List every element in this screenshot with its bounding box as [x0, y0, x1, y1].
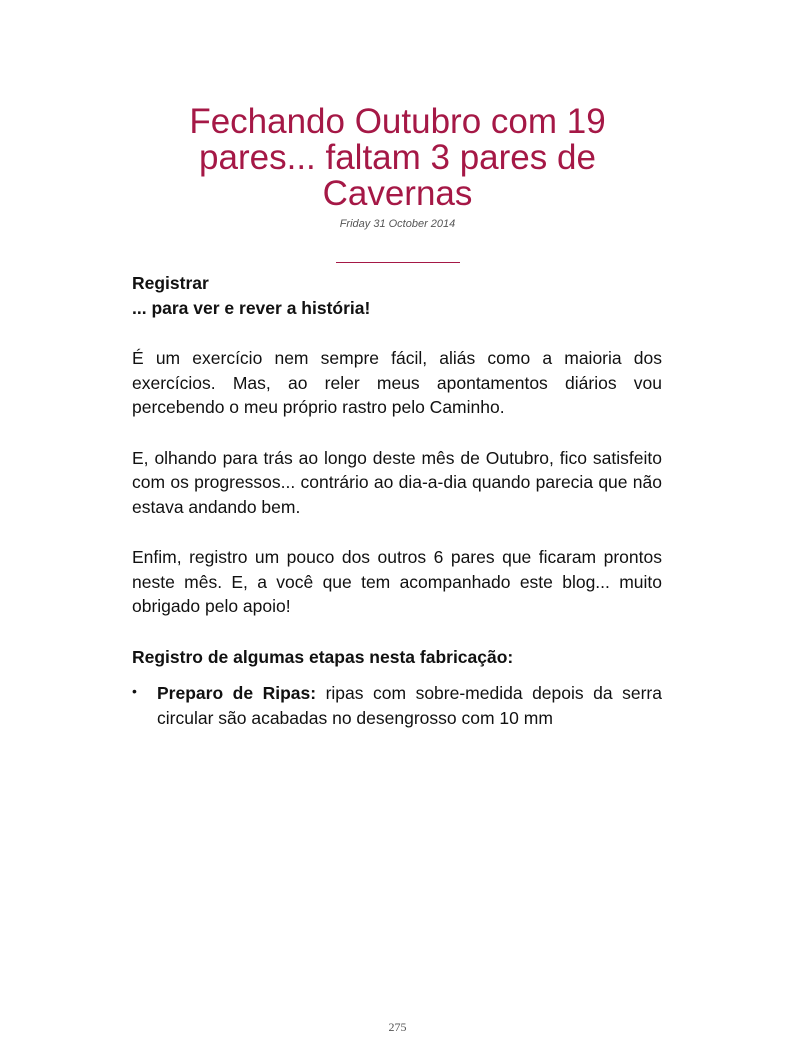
post-date: Friday 31 October 2014 — [339, 218, 456, 230]
body-paragraph-3: Enfim, registro um pouco dos outros 6 pares que ficaram prontos neste mês. E, a você que tem acompanhado este blog... muito obrigado pelo apoio! — [132, 547, 662, 616]
step-title: Preparo de Ripas: — [157, 683, 317, 703]
list-item — [132, 681, 662, 730]
intro-line-1: Registrar — [132, 273, 209, 293]
body-paragraph-1: É um exercício nem sempre fácil, aliás como a maioria dos exercícios. Mas, ao reler meus apontamentos diários vou percebendo o meu próprio rastro pelo Caminho. — [132, 348, 662, 417]
step-text: ripas com sobre-medida depois da serra circular são acabadas no desengrosso com 10 mm — [157, 683, 662, 728]
intro-line-2: ... para ver e rever a história! — [132, 297, 371, 318]
bullet-icon: • — [132, 683, 137, 699]
section-heading: Registro de algumas etapas nesta fabricação: — [132, 646, 514, 667]
intro-paragraph — [132, 271, 662, 320]
steps-list — [132, 681, 662, 730]
post-body — [132, 271, 662, 730]
page-title: Fechando Outubro com 19 pares... faltam 3 pares de Cavernas — [189, 102, 606, 213]
title-divider — [336, 262, 460, 263]
page-number: 275 — [388, 1020, 407, 1034]
body-paragraph-2: E, olhando para trás ao longo deste mês de Outubro, fico satisfeito com os progressos... contrário ao dia-a-dia quando parecia que não estava andando bem. — [132, 447, 662, 517]
